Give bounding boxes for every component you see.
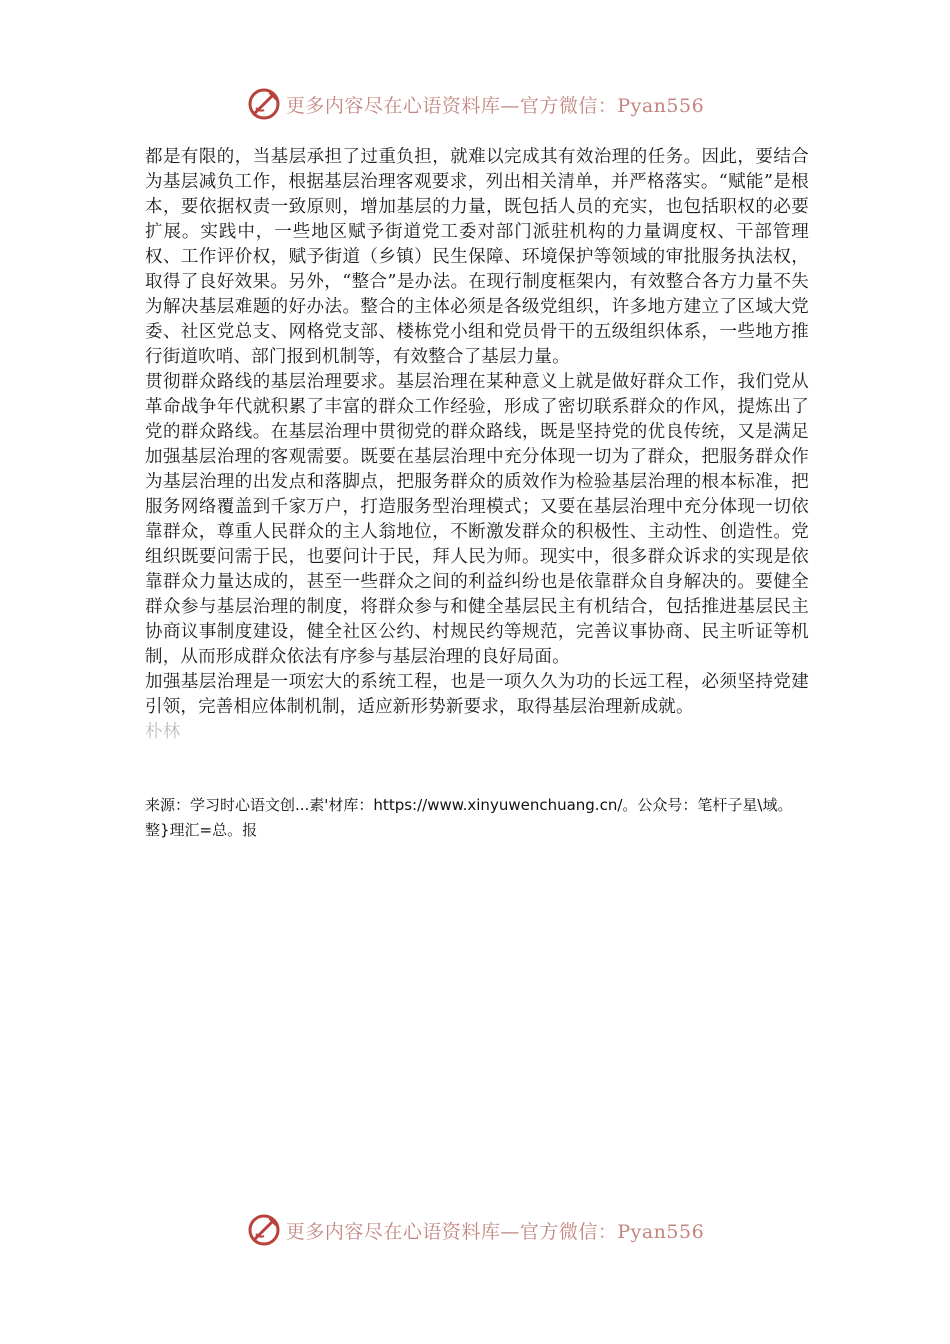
pen-seal-logo-icon (246, 1212, 282, 1248)
author-signature: 朴林 (145, 722, 181, 742)
banner-text: 更多内容尽在心语资料库—官方微信：Pyan556 (285, 94, 705, 117)
header-banner (0, 82, 950, 126)
paragraph-2: 贯彻群众路线的基层治理要求。基层治理在某种意义上就是做好群众工作，我们党从革命战争年代就积累了丰富的群众工作经验，形成了密切联系群众的作风，提炼出了党的群众路线。在基层治理中贯彻党的群众路线，既是坚持党的优良传统，又是满足加强基层治理的客观需要。既要在基层治理中充分体现一切为了群众，把服务群众作为基层治理的出发点和落脚点，把服务群众的质效作为检验基层治理的根本标准，把服务网络覆盖到千家万户，打造服务型治理模式；又要在基层治理中充分体现一切依靠群众，尊重人民群众的主人翁地位，不断激发群众的积极性、主动性、创造性。党组织既要问需于民，也要问计于民，拜人民为师。现实中，很多群众诉求的实现是依靠群众力量达成的，甚至一些群众之间的利益纠纷也是依靠群众自身解决的。要健全群众参与基层治理的制度，将群众参与和健全基层民主有机结合，包括推进基层民主协商议事制度建设，健全社区公约、村规民约等规范，完善议事协商、民主听证等机制，从而形成群众依法有序参与基层治理的良好局面。 (145, 372, 809, 667)
pen-seal-logo-icon (246, 86, 282, 122)
source-note: 来源：学习时心语文创...素'材库：https://www.xinyuwenchuang.cn/。公众号：笔杆子星\域。整}理汇=总。报 (145, 796, 793, 839)
paragraph-1: 都是有限的，当基层承担了过重负担，就难以完成其有效治理的任务。因此，要结合为基层减负工作，根据基层治理客观要求，列出相关清单，并严格落实。“赋能”是根本，要依据权责一致原则，增加基层的力量，既包括人员的充实，也包括职权的必要扩展。实践中，一些地区赋予街道党工委对部门派驻机构的力量调度权、干部管理权、工作评价权，赋予街道（乡镇）民生保障、环境保护等领域的审批服务执法权，取得了良好效果。另外，“整合”是办法。在现行制度框架内，有效整合各方力量不失为解决基层难题的好办法。整合的主体必须是各级党组织，许多地方建立了区域大党委、社区党总支、网格党支部、楼栋党小组和党员骨干的五级组织体系，一些地方推行街道吹哨、部门报到机制等，有效整合了基层力量。 (145, 147, 809, 367)
paragraph-3: 加强基层治理是一项宏大的系统工程，也是一项久久为功的长远工程，必须坚持党建引领，完善相应体制机制，适应新形势新要求，取得基层治理新成就。 (145, 672, 809, 717)
banner-text: 更多内容尽在心语资料库—官方微信：Pyan556 (285, 1220, 705, 1243)
article-body (145, 145, 809, 745)
footer-banner (0, 1208, 950, 1252)
